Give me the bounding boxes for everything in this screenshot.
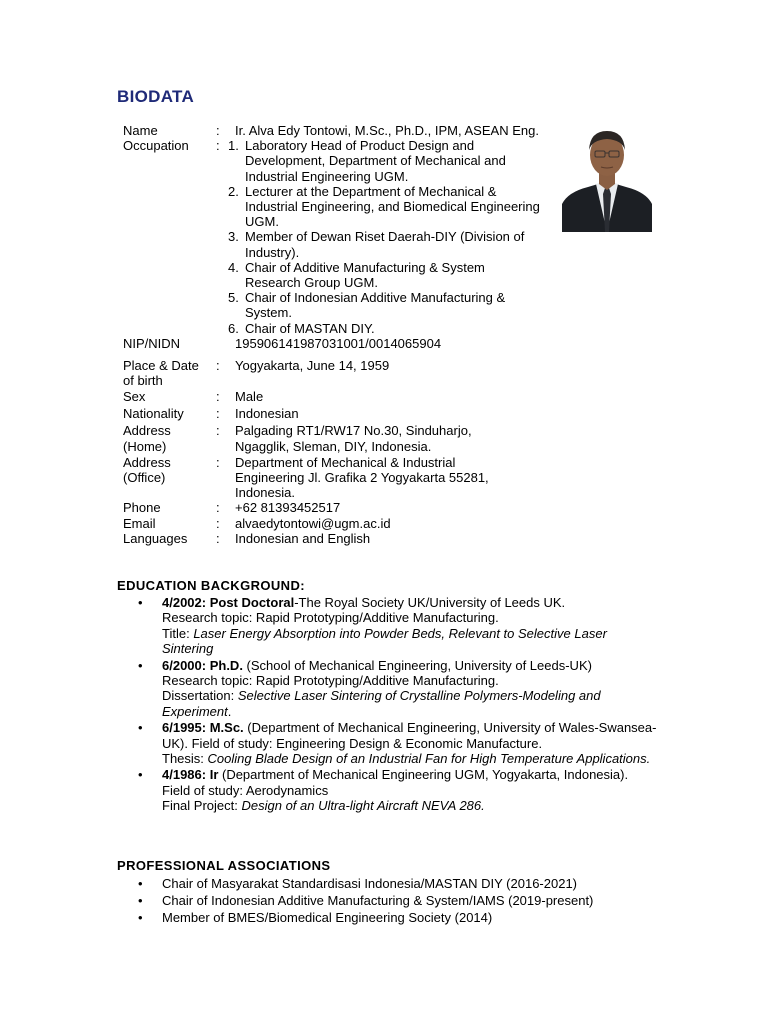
education-heading: EDUCATION BACKGROUND: (117, 578, 305, 593)
bullet-icon: • (138, 767, 143, 783)
education-title-label: Final Project: (162, 798, 242, 814)
occupation-item (228, 260, 543, 290)
association-item (138, 875, 658, 892)
education-institution: (Department of Mechanical Engineering, University of Wales-Swansea-UK). Field of study: Engineering Design & Economic Manufacture. (162, 720, 657, 751)
education-institution: -The Royal Society UK/University of Leeds UK. (294, 595, 566, 610)
association-item (138, 909, 658, 926)
bullet-icon: • (138, 657, 143, 673)
occupation-number: 1. (228, 138, 239, 154)
education-degree: 6/2000: Ph.D. (162, 657, 243, 673)
bullet-icon: • (138, 595, 143, 610)
education-title: Cooling Blade Design of an Industrial Fan for High Temperature Applications. (207, 751, 651, 767)
association-text: Member of BMES/Biomedical Engineering Society (2014) (162, 910, 493, 925)
occupation-item (228, 321, 543, 336)
languages-value: Indonesian and English (235, 530, 371, 546)
education-list (138, 595, 658, 814)
bullet-icon: • (138, 876, 143, 891)
education-item (138, 658, 658, 720)
education-degree: 6/1995: M.Sc. (162, 720, 244, 736)
occupation-text: Chair of Additive Manufacturing & System Research Group UGM. (245, 259, 485, 291)
row-address-office (123, 455, 543, 501)
address-home-label: Address (Home) (123, 423, 171, 454)
association-item (138, 892, 658, 909)
sex-value: Male (235, 389, 264, 405)
bullet-icon: • (138, 910, 143, 925)
occupation-item (228, 290, 543, 320)
occupation-number: 4. (228, 259, 239, 275)
occupation-text: Chair of Indonesian Additive Manufacturing & System. (245, 290, 506, 321)
education-title-label: Dissertation: (162, 688, 238, 704)
associations-list (138, 875, 658, 926)
address-office-value: Department of Mechanical & Industrial Engineering Jl. Grafika 2 Yogyakarta 55281, Indonesia. (235, 454, 489, 501)
nationality-label: Nationality (123, 406, 184, 422)
education-title-label: Thesis: (162, 751, 208, 767)
education-line (162, 658, 658, 673)
row-sex (123, 389, 543, 404)
occupation-label: Occupation (123, 138, 189, 154)
education-title-line (162, 688, 658, 719)
education-item (138, 595, 658, 657)
colon: : (216, 423, 220, 439)
association-text: Chair of Masyarakat Standardisasi Indonesia/MASTAN DIY (2016-2021) (162, 876, 577, 891)
row-occupation (123, 138, 543, 336)
association-text: Chair of Indonesian Additive Manufacturing & System/IAMS (2019-present) (162, 893, 594, 908)
occupation-text: Laboratory Head of Product Design and Development, Department of Mechanical and Industrial Engineering UGM. (245, 138, 506, 184)
occupation-text: Member of Dewan Riset Daerah-DIY (Division of Industry). (245, 229, 525, 260)
education-institution: (School of Mechanical Engineering, University of Leeds-UK) (242, 657, 592, 673)
occupation-item (228, 229, 543, 259)
bullet-icon: • (138, 720, 143, 736)
occupation-text: Chair of MASTAN DIY. (245, 320, 375, 336)
occupation-item (228, 138, 543, 184)
associations-heading: PROFESSIONAL ASSOCIATIONS (117, 858, 331, 873)
education-title: Laser Energy Absorption into Powder Beds, Relevant to Selective Laser Sintering (162, 625, 607, 657)
page-title: BIODATA (117, 87, 195, 106)
education-topic: Research topic: Rapid Prototyping/Additive Manufacturing. (162, 610, 499, 626)
name-value: Ir. Alva Edy Tontowi, M.Sc., Ph.D., IPM, ASEAN Eng. (235, 123, 539, 138)
portrait-photo (562, 122, 652, 232)
colon: : (216, 358, 220, 374)
education-line (162, 767, 658, 782)
education-item (138, 767, 658, 813)
email-value[interactable]: alvaedytontowi@ugm.ac.id (235, 515, 391, 531)
occupation-number: 3. (228, 229, 239, 245)
row-email (123, 516, 543, 531)
colon: : (216, 406, 220, 422)
education-title-line (162, 798, 658, 813)
sex-label: Sex (123, 389, 146, 405)
education-line (162, 720, 658, 751)
education-title-line (162, 626, 658, 657)
portrait-icon (562, 122, 652, 232)
education-item (138, 720, 658, 766)
languages-label: Languages (123, 530, 188, 546)
colon: : (216, 138, 220, 154)
birth-label: Place & Date of birth (123, 358, 199, 389)
colon: : (216, 389, 220, 405)
education-title-tail: . (227, 703, 232, 719)
row-address-home (123, 423, 543, 453)
occupation-text: Lecturer at the Department of Mechanical & Industrial Engineering, and Biomedical Engineering UGM. (245, 183, 540, 230)
row-name (123, 123, 543, 138)
address-home-value: Palgading RT1/RW17 No.30, Sinduharjo, Ngagglik, Sleman, DIY, Indonesia. (235, 423, 472, 454)
email-label: Email (123, 515, 156, 531)
education-title: Selective Laser Sintering of Crystalline Polymers-Modeling and Experiment (162, 688, 601, 719)
education-title-line (162, 751, 658, 766)
education-degree: 4/2002: Post Doctoral (162, 595, 295, 610)
education-title: Design of an Ultra-light Aircraft NEVA 286. (241, 798, 485, 814)
education-degree: 4/1986: Ir (162, 767, 219, 783)
colon: : (216, 515, 220, 531)
biodata-table (123, 123, 543, 546)
education-topic: Research topic: Rapid Prototyping/Additive Manufacturing. (162, 673, 499, 689)
education-topic: Field of study: Aerodynamics (162, 782, 329, 798)
occupation-item (228, 184, 543, 230)
row-phone (123, 500, 543, 515)
nationality-value: Indonesian (235, 406, 299, 422)
birth-value: Yogyakarta, June 14, 1959 (235, 358, 390, 374)
colon: : (216, 530, 220, 546)
occupation-list (228, 138, 543, 336)
phone-label: Phone (123, 500, 161, 516)
name-label: Name (123, 123, 158, 138)
colon: : (216, 454, 220, 470)
phone-value: +62 81393452517 (235, 500, 341, 516)
education-line (162, 595, 658, 610)
row-languages (123, 531, 543, 546)
colon: : (216, 123, 220, 138)
occupation-number: 6. (228, 320, 239, 336)
occupation-number: 2. (228, 183, 239, 199)
row-nip (123, 336, 543, 351)
occupation-number: 5. (228, 290, 239, 306)
education-title-label: Title: (162, 625, 194, 641)
nip-label: NIP/NIDN (123, 335, 181, 351)
address-office-label: Address (Office) (123, 454, 171, 486)
colon: : (216, 500, 220, 516)
bullet-icon: • (138, 893, 143, 908)
row-birth (123, 358, 543, 388)
row-nationality (123, 406, 543, 421)
nip-value: 195906141987031001/0014065904 (235, 335, 442, 351)
education-institution: (Department of Mechanical Engineering UGM, Yogyakarta, Indonesia). (218, 767, 629, 783)
